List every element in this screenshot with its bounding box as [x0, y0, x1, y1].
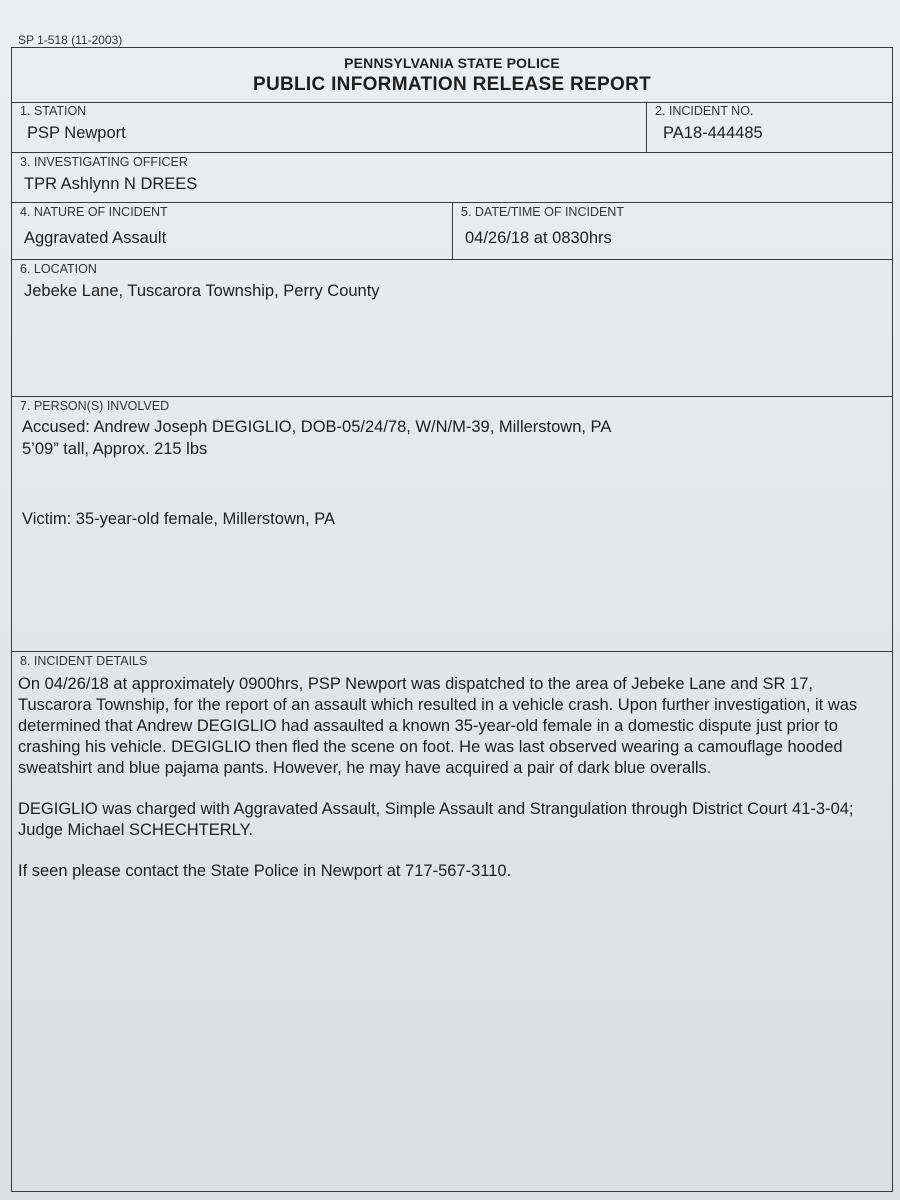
accused-line-1: Accused: Andrew Joseph DEGIGLIO, DOB-05/24/78, W/N/M-39, Millerstown, PA [22, 418, 612, 436]
date-time-field [452, 203, 892, 259]
location-field [12, 260, 892, 396]
victim-text: Victim: 35-year-old female, Millerstown, PA [22, 510, 335, 528]
details-row [12, 652, 892, 1193]
investigating-officer-field [12, 153, 892, 202]
location-value: Jebeke Lane, Tuscarora Township, Perry County [24, 282, 380, 300]
report-form [11, 47, 893, 1192]
date-time-label: 5. DATE/TIME OF INCIDENT [461, 205, 624, 219]
details-paragraph-3: If seen please contact the State Police in Newport at 717-567-3110. [18, 862, 512, 880]
details-paragraph-1: On 04/26/18 at approximately 0900hrs, PSP Newport was dispatched to the area of Jebeke Lane and SR 17, Tuscarora Township, for the report of an assault which resulted in a vehicle crash. Upon further investigation, it was determined that Andrew DEGIGLIO had assaulted a known 35-year-old female in a domestic dispute just prior to crashing his vehicle. DEGIGLIO then fled the scene on foot. He was last observed wearing a camouflage hooded sweatshirt and blue pajama pants. However, he may have acquired a pair of dark blue overalls. [18, 675, 858, 777]
officer-label: 3. INVESTIGATING OFFICER [20, 155, 188, 169]
nature-of-incident-field [12, 203, 452, 259]
persons-row [12, 397, 892, 652]
officer-row [12, 153, 892, 203]
date-time-value: 04/26/18 at 0830hrs [465, 229, 612, 247]
nature-date-row [12, 203, 892, 260]
agency-name: PENNSYLVANIA STATE POLICE [344, 55, 560, 71]
station-value: PSP Newport [27, 124, 126, 142]
officer-value: TPR Ashlynn N DREES [24, 175, 198, 193]
location-row [12, 260, 892, 397]
station-field [12, 102, 646, 152]
details-body [18, 674, 886, 902]
accused-line-2: 5’09” tall, Approx. 215 lbs [22, 440, 208, 458]
station-label: 1. STATION [20, 104, 87, 118]
nature-value: Aggravated Assault [24, 229, 167, 247]
station-row [12, 102, 892, 153]
report-title: PUBLIC INFORMATION RELEASE REPORT [253, 74, 651, 95]
incident-no-field [646, 102, 892, 152]
nature-label: 4. NATURE OF INCIDENT [20, 205, 168, 219]
form-header [12, 48, 892, 103]
incident-details-field [12, 652, 892, 1193]
incident-no-value: PA18-444485 [663, 124, 763, 142]
form-number: SP 1-518 (11-2003) [18, 33, 123, 47]
accused-text [22, 416, 611, 460]
persons-involved-field [12, 397, 892, 651]
persons-label: 7. PERSON(S) INVOLVED [20, 399, 170, 413]
details-label: 8. INCIDENT DETAILS [20, 654, 148, 668]
details-paragraph-2: DEGIGLIO was charged with Aggravated Assault, Simple Assault and Strangulation through District Court 41-3-04; Judge Michael SCHECHTERLY. [18, 800, 854, 839]
incident-no-label: 2. INCIDENT NO. [655, 104, 754, 118]
location-label: 6. LOCATION [20, 262, 97, 276]
